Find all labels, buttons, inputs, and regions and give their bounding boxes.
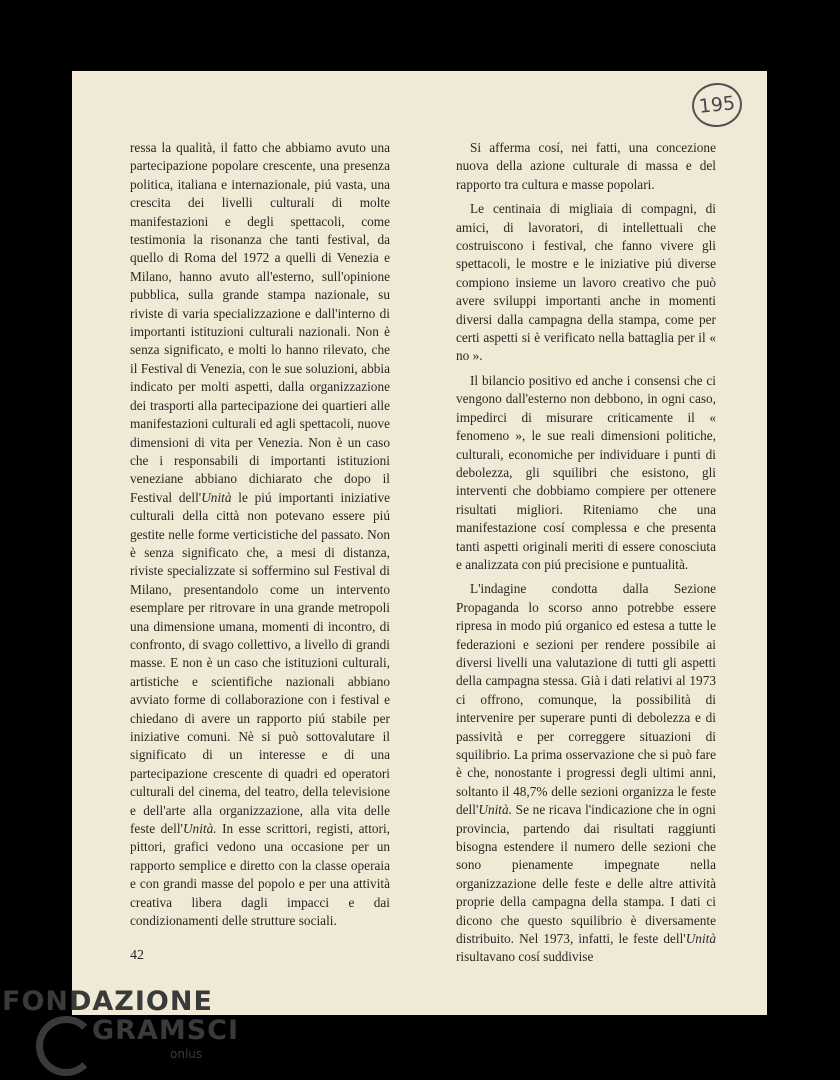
right-paragraph-4: L'indagine condotta dalla Sezione Propaganda lo scorso anno potrebbe essere ripresa in modo piú organico ed estesa a tutte le federazioni e sezioni per rendere possibile ai diversi livelli una valutazione di tutti gli aspetti della campagna stessa. Già i dati relativi al 1973 ci offrono, comunque, la possibilità di intervenire per superare punti di debolezza e di passività e per correggere situazioni di squilibrio. La prima osservazione che si può fare è che, nonostante i progressi degli ultimi anni, soltanto il 48,7% delle sezioni organizza le feste dell'Unità. Se ne ricava l'indicazione che in ogni provincia, partendo dai risultati raggiunti bisogna estendere il numero delle sezioni che sono pienamente impegnate nella organizzazione delle feste e delle altre attività proprie della campagna della stampa. I dati ci dicono che questo squilibrio è diversamente distribuito. Nel 1973, infatti, le feste dell'Unità risultavano cosí suddivise [456, 581, 716, 965]
right-column [456, 139, 716, 973]
watermark-line-1: FONDAZIONE [2, 986, 213, 1017]
right-paragraph-3: Il bilancio positivo ed anche i consensi che ci vengono dall'esterno non debbono, in ogni caso, impedirci di misurare criticamente il « fenomeno », le sue reali dimensioni politiche, culturali, economiche per individuare i punti di debolezza, gli squilibri che esistono, gli interventi che dobbiamo compiere per ottenere risultati migliori. Riteniamo che una manifestazione cosí complessa e che presenta tanti aspetti originali meriti di essere conosciuta e analizzata con piú precisione e puntualità. [456, 372, 716, 572]
watermark-line-2: GRAMSCI [92, 1015, 240, 1046]
document-page [72, 71, 767, 1015]
left-column [130, 139, 390, 936]
page-number: 42 [130, 948, 144, 963]
watermark-line-3: onlus [170, 1047, 203, 1061]
right-paragraph-1: Si afferma cosí, nei fatti, una concezione nuova della azione culturale di massa e del rapporto tra cultura e masse popolari. [456, 140, 716, 192]
right-paragraph-2: Le centinaia di migliaia di compagni, di amici, di lavoratori, di intellettuali che costruiscono i festival, che fanno vivere gli spettacoli, le mostre e le iniziative piú diverse compiono insieme un lavoro creativo che può avere sviluppi importanti anche in momenti diversi dalla campagna della stampa, come per certi aspetti si è verificato nella battaglia per il « no ». [456, 201, 716, 364]
watermark-logo-icon [36, 1016, 96, 1076]
archive-stamp: 195 [690, 81, 744, 130]
left-paragraph-1: ressa la qualità, il fatto che abbiamo avuto una partecipazione popolare crescente, una presenza politica, italiana e internazionale, piú vasta, una crescita dei livelli culturali di molte manifestazioni e degli spettacoli, come testimonia la risonanza che tanti festival, da quello di Roma del 1972 a quelli di Venezia e Milano, hanno avuto all'esterno, sull'opinione pubblica, sulla grande stampa nazionale, su riviste di varia specializzazione e dall'interno di importanti istituzioni culturali nazionali. Non è senza significato, e molti lo hanno rilevato, che il Festival di Venezia, con le sue soluzioni, abbia indicato per molti aspetti, dalla organizzazione dei trasporti alla partecipazione dei quartieri alle manifestazioni culturali ed agli spettacoli, nuove dimensioni di vita per Venezia. Non è un caso che i responsabili di importanti istituzioni veneziane abbiano dichiarato che dopo il Festival dell'Unità le piú importanti iniziative culturali della città non potevano essere piú gestite nelle forme verticistiche del passato. Non è senza significato che, a mesi di distanza, riviste specializzate si soffermino sul Festival di Milano, presentandolo come un intervento esemplare per ritrovare in una grande metropoli una dimensione umana, momenti di incontro, di confronto, di svago collettivo, a livello di grandi masse. E non è un caso che istituzioni culturali, artistiche e scientifiche nazionali abbiano avviato forme di collaborazione con i festival e chiedano di avere un rapporto piú stabile per iniziative comuni. Nè si può sottovalutare il significato di un interesse e di una partecipazione crescente di quadri ed operatori culturali del cinema, del teatro, della televisione e dell'arte alla organizzazione, alla vita delle feste dell'Unità. In esse scrittori, registi, attori, pittori, grafici vedono una occasione per un rapporto semplice e diretto con la classe operaia e con grandi masse del popolo e per una attività creativa libera dagli impacci e dai condizionamenti delle strutture sociali. [130, 140, 390, 929]
